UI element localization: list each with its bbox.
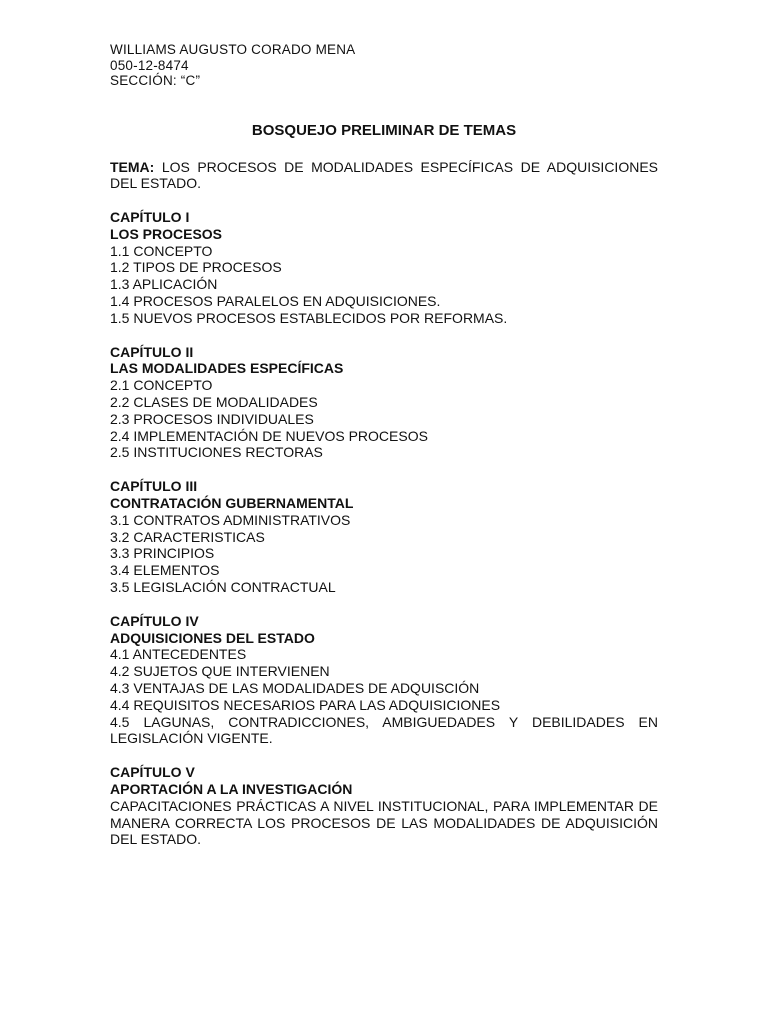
list-item: 2.5 INSTITUCIONES RECTORAS	[110, 444, 323, 461]
section-label: SECCIÓN: “C”	[110, 73, 201, 88]
list-item: 4.4 REQUISITOS NECESARIOS PARA LAS ADQUISICIONES	[110, 696, 501, 713]
chapter-heading: CAPÍTULO II	[110, 343, 194, 360]
chapter-subtitle: LAS MODALIDADES ESPECÍFICAS	[110, 360, 344, 377]
chapter-2	[110, 344, 658, 462]
tema-label: TEMA:	[110, 158, 155, 175]
chapter-heading: CAPÍTULO IV	[110, 612, 199, 629]
list-item: 2.1 CONCEPTO	[110, 377, 213, 394]
student-id: 050-12-8474	[110, 57, 189, 73]
document-body	[110, 42, 658, 865]
chapter-heading: CAPÍTULO V	[110, 764, 195, 781]
list-item: 1.4 PROCESOS PARALELOS EN ADQUISICIONES.	[110, 293, 441, 310]
list-item: 1.1 CONCEPTO	[110, 242, 213, 259]
chapter-5	[110, 764, 658, 848]
list-item: 3.2 CARACTERISTICAS	[110, 528, 265, 545]
list-item: 2.4 IMPLEMENTACIÓN DE NUEVOS PROCESOS	[110, 427, 428, 444]
author-name: WILLIAMS AUGUSTO CORADO MENA	[110, 42, 356, 57]
chapter-subtitle: ADQUISICIONES DEL ESTADO	[110, 629, 315, 646]
list-item: 3.4 ELEMENTOS	[110, 562, 220, 579]
chapter-paragraph: CAPACITACIONES PRÁCTICAS A NIVEL INSTITUCIONAL, PARA IMPLEMENTAR DE MANERA CORRECTA LOS PROCESOS DE LAS MODALIDADES DE ADQUISICIÓN DEL ESTADO.	[110, 797, 658, 848]
list-item: 2.3 PROCESOS INDIVIDUALES	[110, 410, 314, 427]
list-item: 4.1 ANTECEDENTES	[110, 646, 247, 663]
list-item: 1.2 TIPOS DE PROCESOS	[110, 259, 282, 276]
chapter-1	[110, 209, 658, 327]
list-item: 3.5 LEGISLACIÓN CONTRACTUAL	[110, 579, 336, 596]
list-item: 1.3 APLICACIÓN	[110, 276, 218, 293]
tema-text: LOS PROCESOS DE MODALIDADES ESPECÍFICAS DE ADQUISICIONES DEL ESTADO.	[110, 158, 659, 192]
list-item: 4.3 VENTAJAS DE LAS MODALIDADES DE ADQUISCIÓN	[110, 680, 480, 697]
tema-paragraph	[110, 159, 658, 193]
list-item: 3.1 CONTRATOS ADMINISTRATIVOS	[110, 511, 351, 528]
chapter-heading: CAPÍTULO I	[110, 209, 190, 226]
list-item: 4.5 LAGUNAS, CONTRADICCIONES, AMBIGUEDADES Y DEBILIDADES EN LEGISLACIÓN VIGENTE.	[110, 713, 658, 747]
list-item: 4.2 SUJETOS QUE INTERVIENEN	[110, 663, 330, 680]
list-item: 3.3 PRINCIPIOS	[110, 545, 215, 562]
chapter-subtitle: LOS PROCESOS	[110, 225, 223, 242]
chapter-3	[110, 478, 658, 596]
author-header	[110, 42, 658, 89]
list-item: 1.5 NUEVOS PROCESOS ESTABLECIDOS POR REFORMAS.	[110, 309, 508, 326]
chapter-subtitle: APORTACIÓN A LA INVESTIGACIÓN	[110, 781, 353, 797]
document-title: BOSQUEJO PRELIMINAR DE TEMAS	[251, 121, 517, 139]
chapter-subtitle: CONTRATACIÓN GUBERNAMENTAL	[110, 495, 354, 512]
chapter-heading: CAPÍTULO III	[110, 478, 198, 495]
list-item: 2.2 CLASES DE MODALIDADES	[110, 394, 318, 411]
chapter-4	[110, 613, 658, 747]
